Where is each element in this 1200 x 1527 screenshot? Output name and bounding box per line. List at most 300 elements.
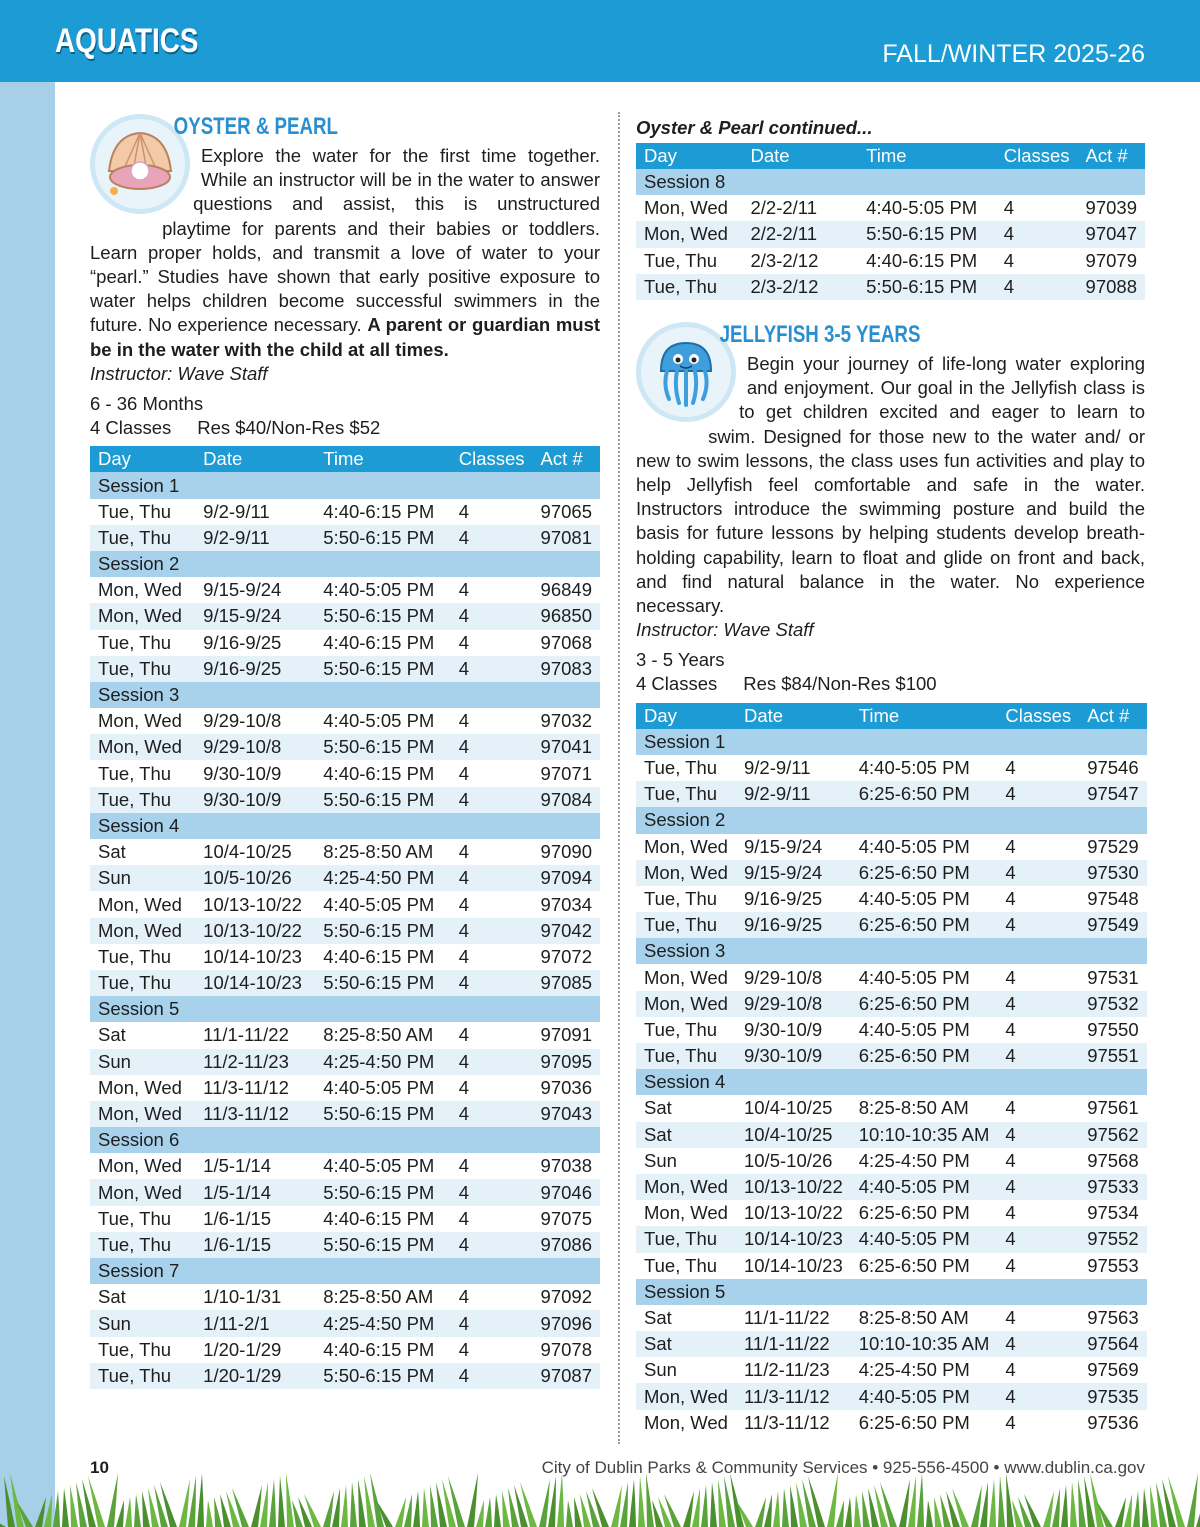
cell-date: 10/4-10/25 — [736, 1095, 851, 1121]
session-label: Session 7 — [90, 1258, 600, 1284]
grass-blade — [724, 1476, 735, 1527]
table-row — [90, 577, 600, 603]
footer-credit: City of Dublin Parks & Community Services • 925-556-4500 • www.dublin.ca.gov — [541, 1458, 1145, 1477]
cell-day: Sat — [90, 839, 195, 865]
session-label: Session 3 — [90, 682, 600, 708]
cell-time: 4:25-4:50 PM — [315, 865, 450, 891]
table-row — [636, 1043, 1147, 1069]
jellyfish-classes-price: 4 Classes Res $84/Non-Res $100 — [636, 673, 937, 695]
session-label: Session 5 — [90, 996, 600, 1022]
session-label: Session 4 — [636, 1069, 1147, 1095]
grass-blade — [755, 1497, 766, 1527]
header-time: Time — [851, 703, 998, 729]
table-row — [636, 781, 1147, 807]
table-row — [636, 1253, 1147, 1279]
cell-day: Mon, Wed — [636, 1410, 736, 1436]
cell-date: 2/2-2/11 — [742, 195, 858, 221]
oyster-course-title: OYSTER & PEARL — [173, 113, 338, 140]
grass-blade — [148, 1488, 159, 1527]
grass-blade — [53, 1491, 60, 1527]
cell-time: 4:40-5:05 PM — [851, 1017, 998, 1043]
cell-act: 97083 — [533, 656, 600, 682]
grass-blade — [467, 1473, 478, 1527]
grass-blade — [107, 1473, 118, 1527]
header-day: Day — [636, 143, 742, 169]
cell-act: 97564 — [1079, 1331, 1146, 1357]
cell-act: 97043 — [533, 1101, 600, 1127]
table-row — [90, 970, 600, 996]
jellyfish-course-title: JELLYFISH 3-5 YEARS — [719, 320, 921, 348]
cell-day: Tue, Thu — [90, 630, 195, 656]
table-row — [90, 787, 600, 813]
cell-classes: 4 — [997, 1410, 1079, 1436]
cell-day: Tue, Thu — [90, 525, 195, 551]
table-row — [636, 1122, 1147, 1148]
cell-classes: 4 — [451, 891, 533, 917]
session-label: Session 1 — [636, 729, 1147, 755]
table-row — [90, 1337, 600, 1363]
cell-act: 97038 — [533, 1153, 600, 1179]
cell-time: 4:40-5:05 PM — [851, 755, 998, 781]
cell-day: Mon, Wed — [90, 708, 195, 734]
table-row — [90, 1075, 600, 1101]
cell-time: 8:25-8:50 AM — [315, 1284, 450, 1310]
grass-blade — [1084, 1476, 1095, 1527]
cell-time: 5:50-6:15 PM — [315, 1232, 450, 1258]
cell-classes: 4 — [997, 1305, 1079, 1331]
cell-act: 97091 — [533, 1022, 600, 1048]
grass-blade — [1150, 1485, 1158, 1527]
cell-time: 4:40-6:15 PM — [315, 499, 450, 525]
session-row — [90, 996, 600, 1022]
table-row — [90, 1310, 600, 1336]
cell-classes: 4 — [997, 912, 1079, 938]
cell-date: 9/2-9/11 — [736, 755, 851, 781]
grass-blade — [4, 1476, 15, 1527]
cell-date: 10/13-10/22 — [736, 1174, 851, 1200]
cell-day: Tue, Thu — [636, 755, 736, 781]
cell-day: Mon, Wed — [90, 1179, 195, 1205]
cell-time: 4:40-5:05 PM — [851, 1174, 998, 1200]
table-row — [90, 603, 600, 629]
grass-blade — [476, 1500, 484, 1527]
cell-date: 10/14-10/23 — [195, 944, 315, 970]
cell-act: 97068 — [533, 630, 600, 656]
grass-blade — [1142, 1488, 1149, 1527]
grass-blade — [1156, 1482, 1167, 1527]
cell-act: 97548 — [1079, 886, 1146, 912]
grass-blade — [868, 1488, 879, 1527]
grass-blade — [251, 1485, 262, 1527]
cell-date: 10/13-10/22 — [736, 1200, 851, 1226]
cell-time: 4:40-6:15 PM — [315, 1337, 450, 1363]
cell-day: Mon, Wed — [636, 860, 736, 886]
table-row — [636, 221, 1145, 247]
grass-blade — [899, 1479, 910, 1527]
cell-classes: 4 — [997, 1226, 1079, 1252]
cell-classes: 4 — [451, 1284, 533, 1310]
cell-classes: 4 — [997, 1253, 1079, 1279]
cell-act: 97088 — [1078, 274, 1145, 300]
header-time: Time — [315, 446, 450, 472]
cell-classes: 4 — [997, 886, 1079, 912]
cell-time: 10:10-10:35 AM — [851, 1122, 998, 1148]
grass-blade — [790, 1485, 798, 1527]
header-act: Act # — [533, 446, 600, 472]
cell-day: Tue, Thu — [90, 1337, 195, 1363]
cell-time: 4:40-5:05 PM — [315, 1075, 450, 1101]
cell-day: Tue, Thu — [636, 1043, 736, 1069]
grass-blade — [220, 1494, 231, 1527]
table-row — [636, 886, 1147, 912]
header-date: Date — [195, 446, 315, 472]
cell-time: 5:50-6:15 PM — [315, 787, 450, 813]
grass-blade — [836, 1500, 844, 1527]
grass-blade — [710, 1482, 717, 1527]
cell-act: 97087 — [533, 1363, 600, 1389]
grass-blade — [508, 1488, 519, 1527]
grass-blade — [611, 1485, 622, 1527]
table-row — [90, 1179, 600, 1205]
section-title: AQUATICS — [55, 22, 199, 60]
session-row — [90, 1127, 600, 1153]
cell-act: 97039 — [1078, 195, 1145, 221]
table-row — [636, 1383, 1147, 1409]
cell-day: Mon, Wed — [636, 964, 736, 990]
cell-date: 11/3-11/12 — [736, 1383, 851, 1409]
table-row — [636, 274, 1145, 300]
cell-act: 97095 — [533, 1049, 600, 1075]
cell-date: 1/6-1/15 — [195, 1206, 315, 1232]
cell-day: Sun — [636, 1148, 736, 1174]
cell-act: 97561 — [1079, 1095, 1146, 1121]
cell-time: 4:25-4:50 PM — [315, 1049, 450, 1075]
table-header-row — [636, 703, 1147, 729]
cell-act: 97032 — [533, 708, 600, 734]
cell-date: 10/14-10/23 — [736, 1226, 851, 1252]
cell-classes: 4 — [996, 195, 1078, 221]
cell-day: Tue, Thu — [636, 1226, 736, 1252]
cell-day: Tue, Thu — [636, 1253, 736, 1279]
cell-day: Tue, Thu — [90, 499, 195, 525]
grass-blade — [494, 1494, 501, 1527]
cell-classes: 4 — [451, 944, 533, 970]
grass-blade — [1187, 1473, 1198, 1527]
table-row — [636, 1174, 1147, 1200]
table-row — [90, 1101, 600, 1127]
page-number: 10 — [90, 1458, 109, 1477]
cell-day: Mon, Wed — [90, 891, 195, 917]
cell-day: Sat — [90, 1284, 195, 1310]
session-label: Session 2 — [90, 551, 600, 577]
right-column — [636, 113, 1145, 1436]
cell-date: 11/3-11/12 — [195, 1075, 315, 1101]
cell-classes: 4 — [451, 1022, 533, 1048]
table-row — [636, 1200, 1147, 1226]
cell-date: 9/16-9/25 — [736, 886, 851, 912]
grass-blade — [278, 1476, 285, 1527]
table-row — [636, 964, 1147, 990]
cell-day: Sat — [90, 1022, 195, 1048]
table-row — [90, 865, 600, 891]
grass-blade — [557, 1473, 564, 1527]
table-row — [90, 1232, 600, 1258]
grass-blade — [629, 1479, 636, 1527]
cell-act: 97075 — [533, 1206, 600, 1232]
grass-blade — [989, 1479, 996, 1527]
table-row — [90, 760, 600, 786]
grass-blade — [430, 1485, 438, 1527]
grass-decoration — [0, 1470, 1200, 1527]
cell-act: 97552 — [1079, 1226, 1146, 1252]
cell-classes: 4 — [451, 1049, 533, 1075]
table-row — [90, 944, 600, 970]
oyster-classes-price: 4 Classes Res $40/Non-Res $52 — [90, 417, 381, 439]
cell-act: 97568 — [1079, 1148, 1146, 1174]
cell-classes: 4 — [997, 1148, 1079, 1174]
cell-time: 5:50-6:15 PM — [315, 656, 450, 682]
cell-time: 5:50-6:15 PM — [315, 970, 450, 996]
cell-act: 97550 — [1079, 1017, 1146, 1043]
cell-date: 1/5-1/14 — [195, 1153, 315, 1179]
table-row — [90, 891, 600, 917]
cell-classes: 4 — [997, 834, 1079, 860]
cell-act: 97530 — [1079, 860, 1146, 886]
table-row — [636, 1095, 1147, 1121]
jellyfish-description: Begin your journey of life-long water exploring and enjoyment. Our goal in the Jellyfish class is to get children excited and eager to learn to swim. Designed for those new to the water and/ or new to swim lessons, the class uses fun activities and play to help Jellyfish feel comfortable and safe in the water. Instructors introduce the swimming posture and build the basis for future lessons by helping students develop breath-holding capability, learn to float and glide on front and back, and find natural balance in the water. No experience necessary. — [636, 352, 1145, 616]
column-divider — [618, 112, 620, 1444]
cell-act: 97553 — [1079, 1253, 1146, 1279]
table-row — [90, 1284, 600, 1310]
cell-time: 4:40-5:05 PM — [851, 964, 998, 990]
grass-blade — [502, 1491, 510, 1527]
cell-date: 10/14-10/23 — [736, 1253, 851, 1279]
jellyfish-ages: 3 - 5 Years — [636, 649, 725, 671]
cell-act: 97041 — [533, 734, 600, 760]
cell-date: 10/5-10/26 — [195, 865, 315, 891]
cell-classes: 4 — [451, 1206, 533, 1232]
cell-classes: 4 — [997, 1383, 1079, 1409]
cell-act: 97084 — [533, 787, 600, 813]
cell-date: 9/30-10/9 — [736, 1017, 851, 1043]
cell-date: 11/1-11/22 — [195, 1022, 315, 1048]
cell-classes: 4 — [997, 964, 1079, 990]
cell-date: 9/16-9/25 — [195, 656, 315, 682]
table-row — [636, 1357, 1147, 1383]
cell-classes: 4 — [997, 1174, 1079, 1200]
grass-blade — [76, 1482, 87, 1527]
grass-blade — [580, 1494, 591, 1527]
session-row — [90, 551, 600, 577]
cell-classes: 4 — [451, 970, 533, 996]
table-row — [90, 630, 600, 656]
cell-act: 97092 — [533, 1284, 600, 1310]
cell-day: Sun — [90, 1049, 195, 1075]
cell-act: 97094 — [533, 865, 600, 891]
cell-act: 97090 — [533, 839, 600, 865]
grass-blade — [179, 1479, 190, 1527]
cell-classes: 4 — [997, 860, 1079, 886]
cell-classes: 4 — [451, 1075, 533, 1101]
session-label: Session 3 — [636, 938, 1147, 964]
cell-time: 4:25-4:50 PM — [315, 1310, 450, 1336]
table-row — [90, 708, 600, 734]
cell-act: 97551 — [1079, 1043, 1146, 1069]
cell-time: 10:10-10:35 AM — [851, 1331, 998, 1357]
grass-blade — [845, 1497, 852, 1527]
cell-classes: 4 — [996, 274, 1078, 300]
table-row — [90, 1363, 600, 1389]
grass-blade — [854, 1494, 861, 1527]
oyster-continued-label: Oyster & Pearl continued... — [636, 117, 873, 138]
cell-day: Tue, Thu — [636, 886, 736, 912]
cell-time: 4:40-5:05 PM — [851, 1383, 998, 1409]
table-row — [90, 1153, 600, 1179]
cell-day: Mon, Wed — [90, 577, 195, 603]
cell-time: 4:40-5:05 PM — [315, 708, 450, 734]
cell-time: 8:25-8:50 AM — [851, 1095, 998, 1121]
cell-classes: 4 — [451, 1363, 533, 1389]
cell-day: Mon, Wed — [90, 918, 195, 944]
cell-time: 4:25-4:50 PM — [851, 1148, 998, 1174]
cell-date: 9/16-9/25 — [195, 630, 315, 656]
cell-date: 9/30-10/9 — [195, 760, 315, 786]
cell-act: 97047 — [1078, 221, 1145, 247]
cell-date: 9/15-9/24 — [736, 834, 851, 860]
cell-act: 97534 — [1079, 1200, 1146, 1226]
grass-blade — [917, 1473, 924, 1527]
cell-day: Mon, Wed — [90, 734, 195, 760]
cell-date: 1/11-2/1 — [195, 1310, 315, 1336]
cell-time: 5:50-6:15 PM — [315, 734, 450, 760]
table-row — [636, 1305, 1147, 1331]
session-row — [90, 682, 600, 708]
grass-blade — [683, 1491, 694, 1527]
cell-date: 10/5-10/26 — [736, 1148, 851, 1174]
cell-act: 97034 — [533, 891, 600, 917]
cell-act: 97072 — [533, 944, 600, 970]
cell-date: 9/15-9/24 — [195, 577, 315, 603]
grass-blade — [62, 1488, 69, 1527]
cell-date: 2/3-2/12 — [742, 274, 858, 300]
table-row — [636, 248, 1145, 274]
cell-time: 6:25-6:50 PM — [851, 912, 998, 938]
table-row — [636, 1148, 1147, 1174]
cell-date: 9/2-9/11 — [195, 525, 315, 551]
cell-time: 4:40-6:15 PM — [315, 1206, 450, 1232]
table-row — [636, 1410, 1147, 1436]
table-row — [90, 499, 600, 525]
cell-date: 9/2-9/11 — [736, 781, 851, 807]
grass-blade — [862, 1491, 870, 1527]
table-header-row — [90, 446, 600, 472]
cell-date: 9/30-10/9 — [736, 1043, 851, 1069]
grass-blade — [206, 1500, 213, 1527]
cell-time: 4:40-5:05 PM — [851, 834, 998, 860]
cell-act: 97085 — [533, 970, 600, 996]
cell-act: 97533 — [1079, 1174, 1146, 1200]
cell-act: 97563 — [1079, 1305, 1146, 1331]
cell-classes: 4 — [451, 1232, 533, 1258]
table-row — [90, 918, 600, 944]
header-classes: Classes — [997, 703, 1079, 729]
cell-day: Tue, Thu — [90, 1363, 195, 1389]
cell-classes: 4 — [997, 781, 1079, 807]
session-label: Session 6 — [90, 1127, 600, 1153]
cell-act: 97535 — [1079, 1383, 1146, 1409]
cell-time: 4:40-5:05 PM — [315, 1153, 450, 1179]
cell-date: 9/29-10/8 — [195, 734, 315, 760]
grass-blade — [926, 1500, 933, 1527]
cell-act: 97569 — [1079, 1357, 1146, 1383]
cell-classes: 4 — [451, 525, 533, 551]
cell-date: 1/5-1/14 — [195, 1179, 315, 1205]
grass-blade — [125, 1497, 132, 1527]
cell-time: 6:25-6:50 PM — [851, 1200, 998, 1226]
grass-blade — [638, 1476, 645, 1527]
grass-blade — [566, 1500, 573, 1527]
cell-day: Tue, Thu — [90, 944, 195, 970]
cell-time: 6:25-6:50 PM — [851, 991, 998, 1017]
header-classes: Classes — [451, 446, 533, 472]
cell-time: 5:50-6:15 PM — [315, 603, 450, 629]
header-date: Date — [736, 703, 851, 729]
cell-act: 97547 — [1079, 781, 1146, 807]
cell-day: Mon, Wed — [90, 1075, 195, 1101]
cell-day: Sat — [636, 1305, 736, 1331]
season-label: FALL/WINTER 2025-26 — [882, 40, 1145, 68]
cell-act: 97086 — [533, 1232, 600, 1258]
session-row — [90, 472, 600, 498]
cell-day: Sun — [90, 1310, 195, 1336]
grass-blade — [116, 1500, 124, 1527]
cell-date: 11/1-11/22 — [736, 1305, 851, 1331]
cell-day: Tue, Thu — [636, 912, 736, 938]
jellyfish-schedule-table — [636, 703, 1147, 1436]
cell-day: Mon, Wed — [636, 195, 742, 221]
table-row — [636, 991, 1147, 1017]
cell-classes: 4 — [451, 734, 533, 760]
grass-blade — [574, 1497, 582, 1527]
cell-time: 4:40-6:15 PM — [315, 760, 450, 786]
session-row — [636, 1069, 1147, 1095]
table-row — [90, 656, 600, 682]
cell-date: 11/3-11/12 — [195, 1101, 315, 1127]
cell-classes: 4 — [451, 787, 533, 813]
session-row — [90, 813, 600, 839]
header-classes: Classes — [996, 143, 1078, 169]
grass-blade — [1115, 1497, 1126, 1527]
cell-day: Mon, Wed — [90, 603, 195, 629]
grass-blade — [1061, 1485, 1068, 1527]
cell-date: 11/2-11/23 — [195, 1049, 315, 1075]
cell-day: Sat — [636, 1122, 736, 1148]
cell-act: 97078 — [533, 1337, 600, 1363]
session-row — [636, 169, 1145, 195]
cell-day: Tue, Thu — [90, 760, 195, 786]
cell-time: 5:50-6:15 PM — [858, 274, 996, 300]
cell-time: 6:25-6:50 PM — [851, 860, 998, 886]
cell-act: 97079 — [1078, 248, 1145, 274]
table-row — [90, 1022, 600, 1048]
session-row — [636, 938, 1147, 964]
cell-classes: 4 — [997, 1017, 1079, 1043]
table-row — [90, 1049, 600, 1075]
cell-time: 4:40-5:05 PM — [315, 577, 450, 603]
cell-classes: 4 — [997, 991, 1079, 1017]
cell-act: 97071 — [533, 760, 600, 786]
cell-day: Tue, Thu — [636, 1017, 736, 1043]
